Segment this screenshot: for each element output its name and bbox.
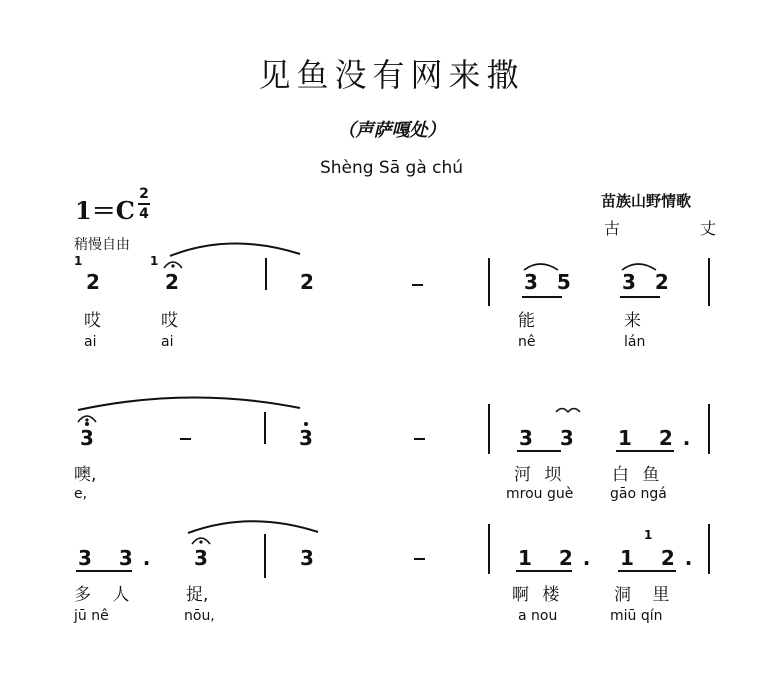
dash-row3 xyxy=(414,558,425,560)
mordent-row2 xyxy=(556,409,580,413)
tempo-marking: 稍慢自由 xyxy=(74,237,130,253)
lyric-row1-2: 哎 xyxy=(161,311,178,331)
pinyin-row2-1: e, xyxy=(74,486,88,502)
grace-note-row1-1: 1 xyxy=(74,254,83,268)
pinyin-row1-3: nê xyxy=(518,334,536,350)
pinyin-row2-2: mrou guè xyxy=(506,486,574,502)
note-row2-3: 3 3 xyxy=(519,426,584,450)
song-title: 见鱼没有网来撒 xyxy=(258,56,525,94)
song-source: 苗族山野情歌 xyxy=(601,192,692,210)
barline-row3-1 xyxy=(264,534,266,578)
song-romanization: Shèng Sā gà chú xyxy=(319,158,464,178)
barline-row1-1 xyxy=(265,258,267,290)
barline-row3-2 xyxy=(488,524,490,574)
note-row3-1: 3 3. xyxy=(78,546,161,570)
region-char-2: 丈 xyxy=(699,219,716,238)
pinyin-row3-4: miū qín xyxy=(610,608,663,624)
pinyin-row3-2: nōu, xyxy=(184,608,215,624)
lyric-row1-1: 哎 xyxy=(84,311,101,331)
note-row3-3: 3 xyxy=(300,546,314,570)
dash-row1 xyxy=(412,284,423,286)
note-row2-1: 3 xyxy=(80,426,94,450)
region-char-1: 古 xyxy=(604,219,621,238)
grace-note-row3: 1 xyxy=(644,528,653,542)
underline-row3-4 xyxy=(516,570,572,572)
note-row1-5: 3 2 xyxy=(622,270,675,294)
slur-row2 xyxy=(78,397,300,410)
lyric-row3-3: 啊 楼 xyxy=(512,585,564,605)
meter-top: 2 xyxy=(139,186,149,202)
barline-row3-3 xyxy=(708,524,710,574)
note-row3-2: 3 xyxy=(194,546,208,570)
slur-row3 xyxy=(188,521,318,533)
barline-row1-2 xyxy=(488,258,490,306)
note-row3-5: 1 2. xyxy=(620,546,703,570)
lyric-row1-3: 能 xyxy=(518,311,535,331)
barline-row2-2 xyxy=(488,404,490,454)
underline-row3-1 xyxy=(76,570,132,572)
lyric-row3-4: 洞 里 xyxy=(614,585,678,605)
underline-row1-5 xyxy=(620,296,660,298)
lyric-row2-3: 白 鱼 xyxy=(612,465,664,485)
note-row3-4: 1 2. xyxy=(518,546,601,570)
key-signature: 1＝C xyxy=(75,196,135,225)
note-row1-2: 2 xyxy=(165,270,179,294)
dash-row2-1 xyxy=(180,438,191,440)
dash-row2-2 xyxy=(414,438,425,440)
fermata-dot-row1-2 xyxy=(171,264,174,267)
barline-row2-1 xyxy=(264,412,266,444)
lyric-row3-1: 多 人 xyxy=(74,585,138,605)
fermata-dot-row3-2 xyxy=(199,540,202,543)
meter-bottom: 4 xyxy=(139,206,149,222)
underline-row2-4 xyxy=(616,450,674,452)
pinyin-row1-2: ai xyxy=(161,334,174,350)
note-row2-2: 3 xyxy=(299,426,313,450)
note-row1-3: 2 xyxy=(300,270,314,294)
note-row1-4: 3 5 xyxy=(524,270,577,294)
note-row1-1: 2 xyxy=(86,270,100,294)
grace-note-row1-2: 1 xyxy=(150,254,159,268)
pinyin-row2-3: gāo ngá xyxy=(610,486,667,502)
pinyin-row1-1: ai xyxy=(84,334,97,350)
pinyin-row3-3: a nou xyxy=(518,608,558,624)
lyric-row1-4: 来 xyxy=(624,311,641,331)
note-row2-4: 1 2. xyxy=(618,426,701,450)
lyric-row2-2: 河 坝 xyxy=(514,465,566,485)
pinyin-row3-1: jū nê xyxy=(74,608,109,624)
barline-row2-3 xyxy=(708,404,710,454)
pinyin-row1-4: lán xyxy=(624,334,646,350)
slur-row1 xyxy=(170,243,300,256)
lyric-row3-2: 捉, xyxy=(186,585,209,605)
barline-row1-3 xyxy=(708,258,710,306)
underline-row3-5 xyxy=(618,570,676,572)
lyric-row2-1: 噢, xyxy=(74,465,97,485)
underline-row1-4 xyxy=(522,296,562,298)
underline-row2-3 xyxy=(517,450,561,452)
song-subtitle: （声萨嘎处） xyxy=(337,120,446,141)
